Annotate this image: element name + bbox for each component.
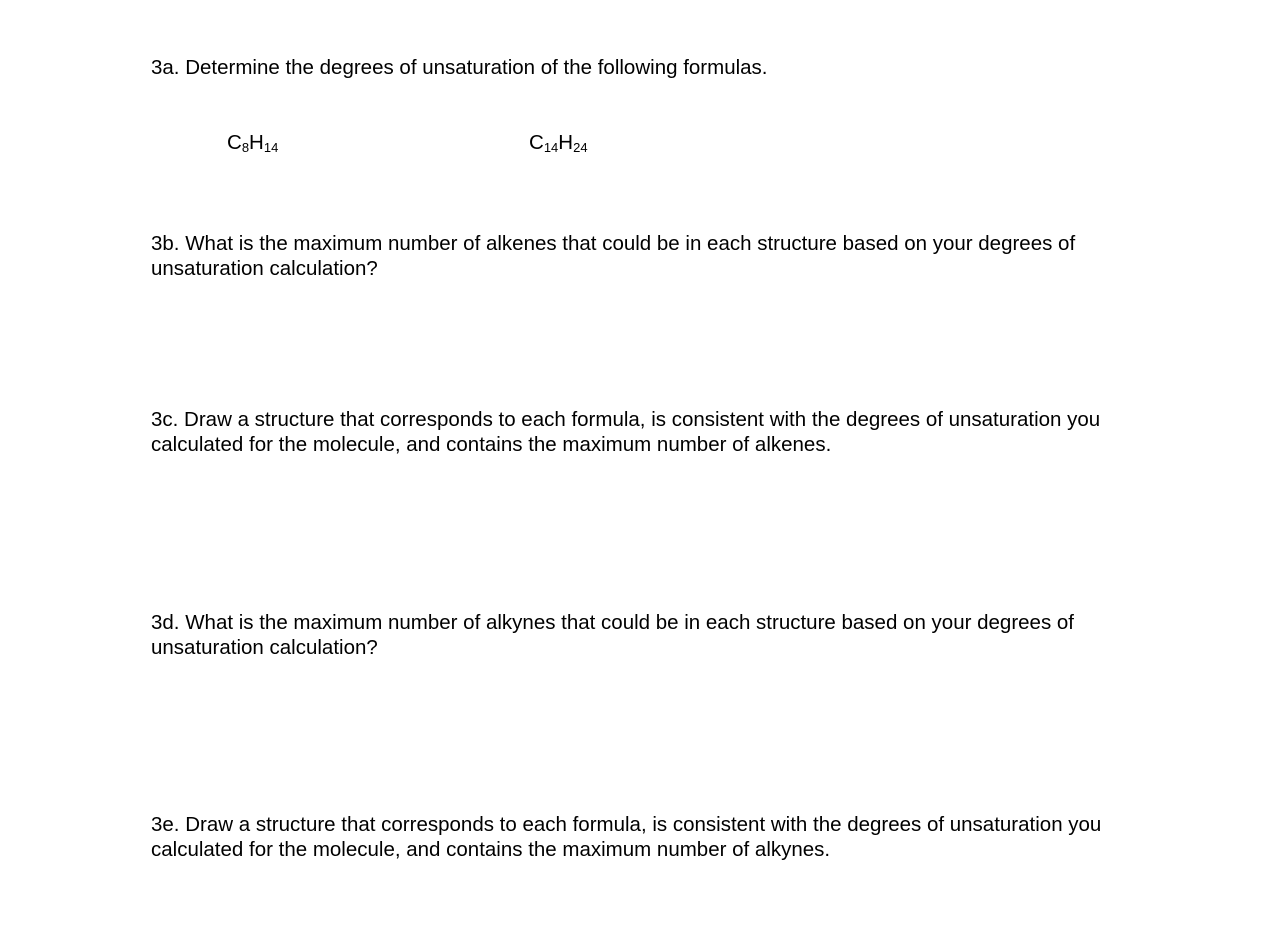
question-3e-line-2: calculated for the molecule, and contains the maximum number of alkynes. xyxy=(151,838,831,861)
question-3d-line-2: unsaturation calculation? xyxy=(151,636,378,659)
question-3a xyxy=(151,55,1151,80)
carbon-count: 8 xyxy=(241,140,250,155)
formula-c14h24 xyxy=(529,130,588,155)
question-3c-line-1: 3c. Draw a structure that corresponds to each formula, is consistent with the degrees of unsaturation you xyxy=(151,408,1101,431)
question-3d xyxy=(151,610,1151,660)
carbon-count: 14 xyxy=(543,140,559,155)
hydrogen-count: 14 xyxy=(263,140,279,155)
question-3d-line-1: 3d. What is the maximum number of alkynes that could be in each structure based on your degrees of xyxy=(151,611,1074,634)
formula-c8h14 xyxy=(227,130,278,155)
question-3e-line-1: 3e. Draw a structure that corresponds to each formula, is consistent with the degrees of unsaturation you xyxy=(151,813,1102,836)
hydrogen-count: 24 xyxy=(573,140,588,155)
carbon-symbol: C xyxy=(227,131,242,154)
question-3b xyxy=(151,231,1151,281)
hydrogen-symbol: H xyxy=(558,131,574,154)
hydrogen-symbol: H xyxy=(249,131,264,154)
question-3b-line-1: 3b. What is the maximum number of alkenes that could be in each structure based on your degrees of xyxy=(151,232,1076,255)
question-3b-line-2: unsaturation calculation? xyxy=(151,257,378,280)
question-3c xyxy=(151,407,1151,457)
question-3a-text: 3a. Determine the degrees of unsaturation of the following formulas. xyxy=(151,56,768,79)
question-3c-line-2: calculated for the molecule, and contains the maximum number of alkenes. xyxy=(151,433,832,456)
carbon-symbol: C xyxy=(529,131,544,154)
question-3e xyxy=(151,812,1151,862)
